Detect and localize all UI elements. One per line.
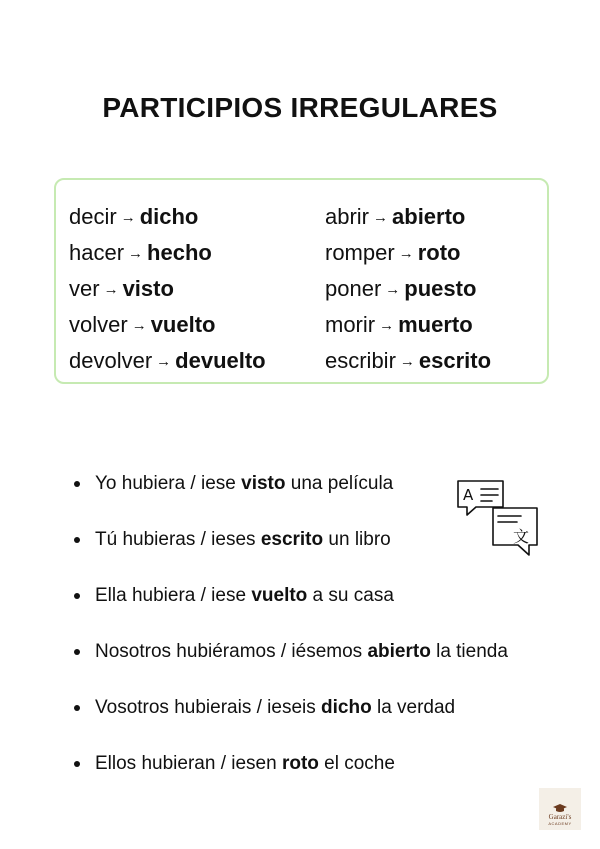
participle-pair xyxy=(325,344,491,380)
bullet-icon xyxy=(74,649,80,655)
arrow-icon: → xyxy=(103,281,119,298)
academy-logo xyxy=(539,788,581,830)
example-sentence xyxy=(95,697,455,719)
bullet-icon xyxy=(74,537,80,543)
arrow-icon: → xyxy=(379,317,395,334)
verb: devolver xyxy=(69,348,153,373)
sentence-text: Ellos hubieran / iesen xyxy=(95,753,282,774)
arrow-icon: → xyxy=(398,245,414,262)
sentence-text: Vosotros hubierais / ieseis xyxy=(95,697,322,718)
participle-highlight: vuelto xyxy=(251,585,308,606)
example-sentence xyxy=(95,641,508,663)
verb: ver xyxy=(69,276,100,301)
participle: dicho xyxy=(139,204,199,229)
example-sentence xyxy=(95,529,391,551)
participles-column-left xyxy=(69,200,266,380)
participle-pair xyxy=(69,308,266,344)
verb: romper xyxy=(325,240,395,265)
participle: puesto xyxy=(404,276,477,301)
participle-highlight: dicho xyxy=(321,697,372,718)
logo-name: Garazi's xyxy=(548,813,572,821)
example-sentence xyxy=(95,473,393,495)
page-title: PARTICIPIOS IRREGULARES xyxy=(102,92,498,123)
participles-box xyxy=(54,178,549,384)
sentence-text: a su casa xyxy=(307,585,394,606)
participle-pair xyxy=(325,200,491,236)
verb: hacer xyxy=(69,240,125,265)
arrow-icon: → xyxy=(156,353,172,370)
participle-pair xyxy=(69,200,266,236)
participle: visto xyxy=(122,276,174,301)
sentence-text: un libro xyxy=(323,529,391,550)
translate-icon xyxy=(455,478,540,560)
arrow-icon: → xyxy=(399,353,415,370)
participle-pair xyxy=(325,236,491,272)
verb: volver xyxy=(69,312,128,337)
participle-pair xyxy=(325,308,491,344)
example-sentence xyxy=(95,585,394,607)
participle: devuelto xyxy=(175,348,266,373)
arrow-icon: → xyxy=(373,209,389,226)
arrow-icon: → xyxy=(120,209,136,226)
participle-highlight: roto xyxy=(281,753,319,774)
sentence-text: Yo hubiera / iese xyxy=(95,473,242,494)
bullet-icon xyxy=(74,705,80,711)
arrow-icon: → xyxy=(131,317,147,334)
verb: morir xyxy=(325,312,376,337)
list-item xyxy=(74,736,574,792)
participle: hecho xyxy=(147,240,212,265)
graduation-cap-icon xyxy=(553,804,567,813)
verb: poner xyxy=(325,276,382,301)
sentence-text: el coche xyxy=(318,753,395,774)
verb: escribir xyxy=(325,348,396,373)
list-item xyxy=(74,568,574,624)
participle-highlight: escrito xyxy=(260,529,324,550)
sentence-text: la tienda xyxy=(430,641,508,662)
list-item xyxy=(74,624,574,680)
sentence-text: la verdad xyxy=(371,697,456,718)
participle: escrito xyxy=(418,348,492,373)
translate-icon-glyph-b: 文 xyxy=(513,527,530,546)
sentence-text: Tú hubieras / ieses xyxy=(95,529,261,550)
list-item xyxy=(74,680,574,736)
sentence-text: una película xyxy=(285,473,394,494)
participle-highlight: abierto xyxy=(367,641,431,662)
participle: abierto xyxy=(392,204,466,229)
translate-icon-glyph-a: A xyxy=(463,486,474,504)
participle-pair xyxy=(69,236,266,272)
arrow-icon: → xyxy=(128,245,144,262)
arrow-icon: → xyxy=(385,281,401,298)
participle: roto xyxy=(417,240,461,265)
participle-pair xyxy=(325,272,491,308)
bullet-icon xyxy=(74,761,80,767)
bullet-icon xyxy=(74,481,80,487)
participle-pair xyxy=(69,344,266,380)
participle: muerto xyxy=(398,312,473,337)
verb: abrir xyxy=(325,204,370,229)
participles-column-right xyxy=(325,200,491,380)
participle-pair xyxy=(69,272,266,308)
sentence-text: Ella hubiera / iese xyxy=(95,585,252,606)
logo-subtitle: ACADEMY xyxy=(548,821,572,826)
example-sentence xyxy=(95,753,395,775)
participle: vuelto xyxy=(150,312,216,337)
verb: decir xyxy=(69,204,117,229)
participle-highlight: visto xyxy=(241,473,286,494)
sentence-text: Nosotros hubiéramos / iésemos xyxy=(95,641,368,662)
bullet-icon xyxy=(74,593,80,599)
